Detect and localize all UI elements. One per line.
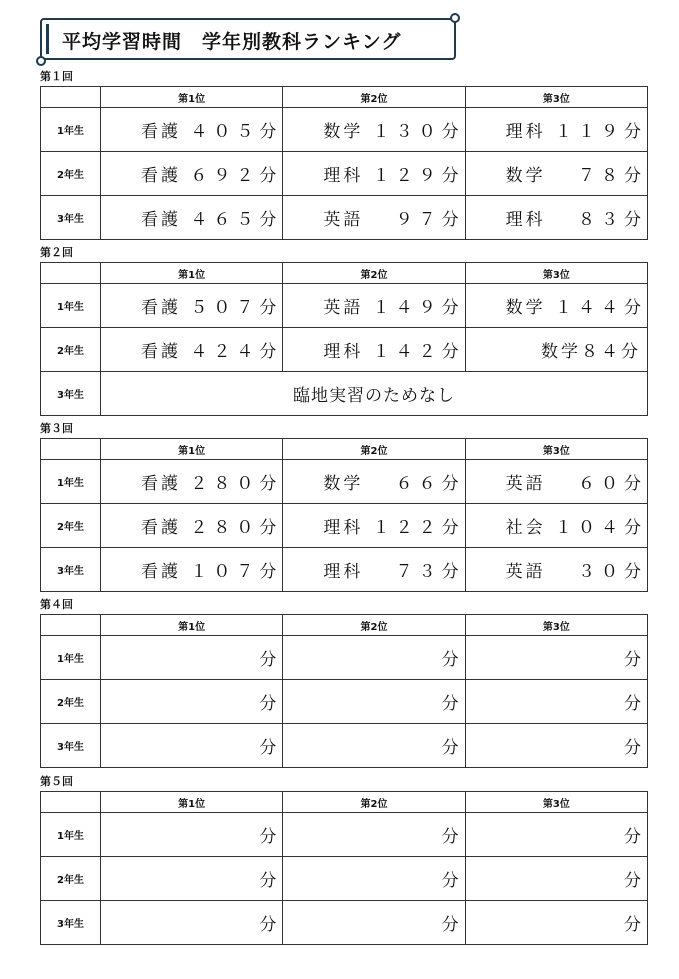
ranking-cell	[101, 680, 283, 724]
cell-content	[466, 504, 647, 547]
ranking-cell	[283, 636, 465, 680]
table-row	[41, 636, 648, 680]
subject-name: 数学	[323, 474, 364, 494]
ranking-cell	[283, 813, 465, 857]
cell-content	[101, 460, 282, 503]
ranking-table	[40, 86, 648, 240]
unit-label: 分	[441, 342, 459, 362]
ranking-cell	[101, 284, 283, 328]
ranking-cell	[101, 460, 283, 504]
ranking-cell	[101, 196, 283, 240]
table-row	[41, 680, 648, 724]
grade-label: 3年生	[41, 724, 101, 768]
study-minutes	[190, 205, 276, 230]
table-row	[41, 108, 648, 152]
minutes-value: ７３	[395, 562, 442, 582]
cell-content	[283, 636, 464, 679]
grade-label: 3年生	[41, 372, 101, 416]
ranking-cell	[465, 724, 647, 768]
header-rank: 第2位	[283, 615, 465, 636]
minutes-value: ４６５	[190, 210, 260, 230]
ranking-cell	[465, 108, 647, 152]
title-banner	[40, 18, 456, 60]
minutes-value: ５０７	[190, 298, 260, 318]
cell-content	[101, 813, 282, 856]
cell-content	[283, 680, 464, 723]
study-minutes	[373, 337, 459, 362]
study-minutes	[373, 161, 459, 186]
header-row	[41, 439, 648, 460]
unit-label: 分	[441, 474, 459, 494]
cell-content	[283, 284, 464, 327]
study-minutes	[190, 557, 276, 582]
grade-label: 2年生	[41, 328, 101, 372]
ranking-cell	[465, 460, 647, 504]
subject-name: 英語	[323, 298, 364, 318]
scroll-curl-decoration	[36, 56, 46, 66]
unit-label: 分	[624, 738, 641, 758]
unit-label: 分	[259, 871, 277, 891]
cell-content	[101, 857, 282, 900]
header-rank: 第1位	[101, 87, 283, 108]
header-rank: 第2位	[283, 792, 465, 813]
header-row	[41, 87, 648, 108]
minutes-value: １２２	[372, 518, 442, 538]
minutes-value: ８３	[578, 210, 624, 230]
ranking-cell	[465, 901, 647, 945]
unit-label: 分	[441, 694, 459, 714]
subject-name: 看護	[141, 562, 181, 582]
subject-name: 看護	[141, 342, 181, 362]
subject-name: 理科	[505, 210, 546, 230]
cell-content	[101, 196, 282, 239]
cell-content	[283, 857, 464, 900]
minutes-value: ９７	[395, 210, 442, 230]
unit-label: 分	[441, 650, 459, 670]
unit-label: 分	[624, 827, 641, 847]
subject-name: 英語	[505, 562, 546, 582]
ranking-cell	[101, 108, 283, 152]
cell-content	[283, 196, 464, 239]
table-row	[41, 460, 648, 504]
page-title: 平均学習時間 学年別教科ランキング	[62, 31, 402, 53]
ranking-cell	[283, 284, 465, 328]
cell-content	[466, 724, 647, 767]
study-minutes	[190, 513, 276, 538]
scroll-curl-decoration	[450, 13, 460, 23]
ranking-cell	[283, 724, 465, 768]
cell-content	[283, 901, 464, 944]
minutes-value: １４９	[372, 298, 442, 318]
unit-label: 分	[259, 694, 277, 714]
table-row	[41, 901, 648, 945]
subject-name: 英語	[505, 474, 546, 494]
unit-label: 分	[441, 738, 459, 758]
ranking-cell	[283, 108, 465, 152]
ranking-cell	[101, 724, 283, 768]
cell-content	[466, 152, 647, 195]
header-rank: 第1位	[101, 792, 283, 813]
cell-content	[283, 460, 464, 503]
cell-content	[101, 152, 282, 195]
minutes-value: ６９２	[190, 166, 260, 186]
study-minutes	[555, 293, 641, 318]
cell-content	[466, 857, 647, 900]
header-row	[41, 615, 648, 636]
table-row	[41, 813, 648, 857]
ranking-cell	[283, 857, 465, 901]
minutes-value: ４０５	[190, 122, 260, 142]
study-minutes	[396, 205, 459, 230]
ranking-cell	[283, 680, 465, 724]
header-rank: 第2位	[283, 439, 465, 460]
study-minutes	[190, 161, 276, 186]
subject-name: 理科	[323, 518, 364, 538]
study-minutes	[578, 205, 641, 230]
ranking-cell	[465, 548, 647, 592]
unit-label: 分	[624, 518, 641, 538]
ranking-cell	[101, 813, 283, 857]
subject-name: 数学	[505, 166, 546, 186]
unit-label: 分	[259, 518, 277, 538]
minutes-value: １３０	[372, 122, 442, 142]
cell-content	[283, 328, 464, 371]
study-minutes	[373, 513, 459, 538]
study-minutes	[555, 117, 641, 142]
title-accent-bar	[46, 24, 49, 54]
study-minutes	[190, 117, 276, 142]
study-minutes	[578, 557, 641, 582]
cell-content	[466, 284, 647, 327]
header-rank: 第1位	[101, 439, 283, 460]
unit-label: 分	[624, 871, 641, 891]
ranking-cell	[101, 328, 283, 372]
cell-content	[101, 901, 282, 944]
study-minutes	[373, 293, 459, 318]
ranking-cell	[465, 504, 647, 548]
minutes-value: ３０	[578, 562, 624, 582]
cell-content	[101, 724, 282, 767]
header-rank: 第3位	[465, 792, 647, 813]
cell-content	[283, 108, 464, 151]
unit-label: 分	[624, 122, 641, 142]
ranking-cell	[101, 901, 283, 945]
ranking-cell	[283, 460, 465, 504]
minutes-value: １０４	[555, 518, 624, 538]
header-corner	[41, 615, 101, 636]
ranking-table	[40, 262, 648, 416]
unit-label: 分	[441, 122, 459, 142]
minutes-value: １０７	[190, 562, 260, 582]
unit-label: 分	[624, 474, 641, 494]
ranking-cell	[465, 857, 647, 901]
subject-name: 看護	[141, 298, 181, 318]
subject-name: 数学	[505, 298, 546, 318]
ranking-cell	[465, 196, 647, 240]
table-row	[41, 284, 648, 328]
study-minutes	[578, 161, 641, 186]
unit-label: 分	[441, 298, 459, 318]
grade-label: 3年生	[41, 901, 101, 945]
study-minutes	[578, 469, 641, 494]
study-minutes	[555, 513, 641, 538]
ranking-cell	[465, 636, 647, 680]
subject-name: 看護	[141, 474, 181, 494]
cell-content	[101, 108, 282, 151]
cell-content	[101, 284, 282, 327]
unit-label: 分	[259, 915, 277, 935]
header-rank: 第2位	[283, 87, 465, 108]
minutes-value: １４４	[555, 298, 624, 318]
study-minutes	[373, 117, 459, 142]
study-minutes	[190, 469, 276, 494]
ranking-cell	[283, 328, 465, 372]
unit-label: 分	[259, 166, 277, 186]
cell-content	[101, 680, 282, 723]
merged-note: 臨地実習のためなし	[101, 372, 648, 416]
grade-label: 1年生	[41, 284, 101, 328]
minutes-value: １１９	[555, 122, 624, 142]
ranking-table	[40, 614, 648, 768]
unit-label: 分	[259, 122, 277, 142]
grade-label: 1年生	[41, 108, 101, 152]
minutes-value: １４２	[372, 342, 442, 362]
subject-and-minutes: 数学８４分	[541, 342, 641, 362]
unit-label: 分	[259, 210, 277, 230]
subject-name: 理科	[323, 562, 364, 582]
cell-content	[283, 548, 464, 591]
ranking-cell	[101, 152, 283, 196]
cell-content	[466, 460, 647, 503]
unit-label: 分	[624, 650, 641, 670]
minutes-value: ６６	[395, 474, 442, 494]
subject-name: 看護	[141, 210, 181, 230]
unit-label: 分	[441, 915, 459, 935]
unit-label: 分	[259, 298, 277, 318]
ranking-cell	[101, 636, 283, 680]
unit-label: 分	[624, 694, 641, 714]
unit-label: 分	[441, 827, 459, 847]
grade-label: 1年生	[41, 636, 101, 680]
study-minutes	[190, 337, 276, 362]
subject-name: 看護	[141, 518, 181, 538]
round-label: 第３回	[40, 422, 73, 435]
ranking-cell	[465, 680, 647, 724]
unit-label: 分	[441, 210, 459, 230]
minutes-value: ７８	[578, 166, 624, 186]
subject-name: 看護	[141, 166, 181, 186]
cell-content	[101, 636, 282, 679]
unit-label: 分	[441, 562, 459, 582]
unit-label: 分	[624, 210, 641, 230]
table-row	[41, 548, 648, 592]
study-minutes	[396, 469, 459, 494]
round-label: 第４回	[40, 598, 73, 611]
ranking-cell	[101, 857, 283, 901]
grade-label: 2年生	[41, 504, 101, 548]
subject-name: 理科	[323, 342, 364, 362]
ranking-cell	[283, 548, 465, 592]
grade-label: 3年生	[41, 196, 101, 240]
cell-content	[466, 548, 647, 591]
minutes-value: ２８０	[190, 518, 260, 538]
ranking-cell	[465, 813, 647, 857]
minutes-value: ６０	[578, 474, 624, 494]
header-rank: 第2位	[283, 263, 465, 284]
ranking-cell	[465, 328, 647, 372]
unit-label: 分	[259, 827, 277, 847]
minutes-value: ４２４	[190, 342, 260, 362]
ranking-cell	[101, 548, 283, 592]
ranking-cell	[465, 152, 647, 196]
header-rank: 第1位	[101, 615, 283, 636]
subject-name: 英語	[323, 210, 364, 230]
table-row	[41, 724, 648, 768]
unit-label: 分	[624, 915, 641, 935]
cell-content	[101, 504, 282, 547]
table-row	[41, 372, 648, 416]
ranking-cell	[283, 504, 465, 548]
cell-content	[283, 152, 464, 195]
header-rank: 第3位	[465, 87, 647, 108]
header-corner	[41, 87, 101, 108]
cell-content	[101, 328, 282, 371]
grade-label: 3年生	[41, 548, 101, 592]
unit-label: 分	[624, 166, 641, 186]
cell-content	[466, 680, 647, 723]
ranking-cell	[283, 196, 465, 240]
round-label: 第５回	[40, 775, 73, 788]
subject-name: 理科	[505, 122, 546, 142]
study-minutes	[190, 293, 276, 318]
cell-content	[283, 724, 464, 767]
cell-content	[466, 813, 647, 856]
unit-label: 分	[441, 518, 459, 538]
round-label: 第１回	[40, 70, 73, 83]
cell-content	[283, 504, 464, 547]
header-row	[41, 792, 648, 813]
ranking-cell	[283, 152, 465, 196]
ranking-cell	[465, 284, 647, 328]
table-row	[41, 328, 648, 372]
table-row	[41, 152, 648, 196]
cell-content	[101, 548, 282, 591]
header-corner	[41, 263, 101, 284]
table-row	[41, 196, 648, 240]
unit-label: 分	[441, 871, 459, 891]
header-rank: 第1位	[101, 263, 283, 284]
header-rank: 第3位	[465, 615, 647, 636]
unit-label: 分	[259, 738, 277, 758]
round-label: 第２回	[40, 246, 73, 259]
subject-name: 理科	[323, 166, 364, 186]
ranking-table	[40, 791, 648, 945]
header-rank: 第3位	[465, 263, 647, 284]
grade-label: 2年生	[41, 857, 101, 901]
ranking-cell	[101, 504, 283, 548]
grade-label: 2年生	[41, 152, 101, 196]
cell-content	[466, 108, 647, 151]
unit-label: 分	[259, 562, 277, 582]
minutes-value: １２９	[372, 166, 442, 186]
cell-content	[466, 328, 647, 371]
cell-content	[466, 636, 647, 679]
ranking-table	[40, 438, 648, 592]
ranking-cell	[283, 901, 465, 945]
grade-label: 1年生	[41, 460, 101, 504]
cell-content	[283, 813, 464, 856]
header-corner	[41, 439, 101, 460]
cell-content	[466, 901, 647, 944]
table-row	[41, 857, 648, 901]
header-row	[41, 263, 648, 284]
cell-content	[466, 196, 647, 239]
grade-label: 1年生	[41, 813, 101, 857]
study-minutes	[396, 557, 459, 582]
unit-label: 分	[259, 650, 277, 670]
unit-label: 分	[624, 562, 641, 582]
grade-label: 2年生	[41, 680, 101, 724]
unit-label: 分	[259, 474, 277, 494]
unit-label: 分	[441, 166, 459, 186]
unit-label: 分	[259, 342, 277, 362]
subject-name: 社会	[505, 518, 546, 538]
subject-name: 看護	[141, 122, 181, 142]
unit-label: 分	[624, 298, 641, 318]
subject-name: 数学	[323, 122, 364, 142]
table-row	[41, 504, 648, 548]
header-corner	[41, 792, 101, 813]
header-rank: 第3位	[465, 439, 647, 460]
minutes-value: ２８０	[190, 474, 260, 494]
